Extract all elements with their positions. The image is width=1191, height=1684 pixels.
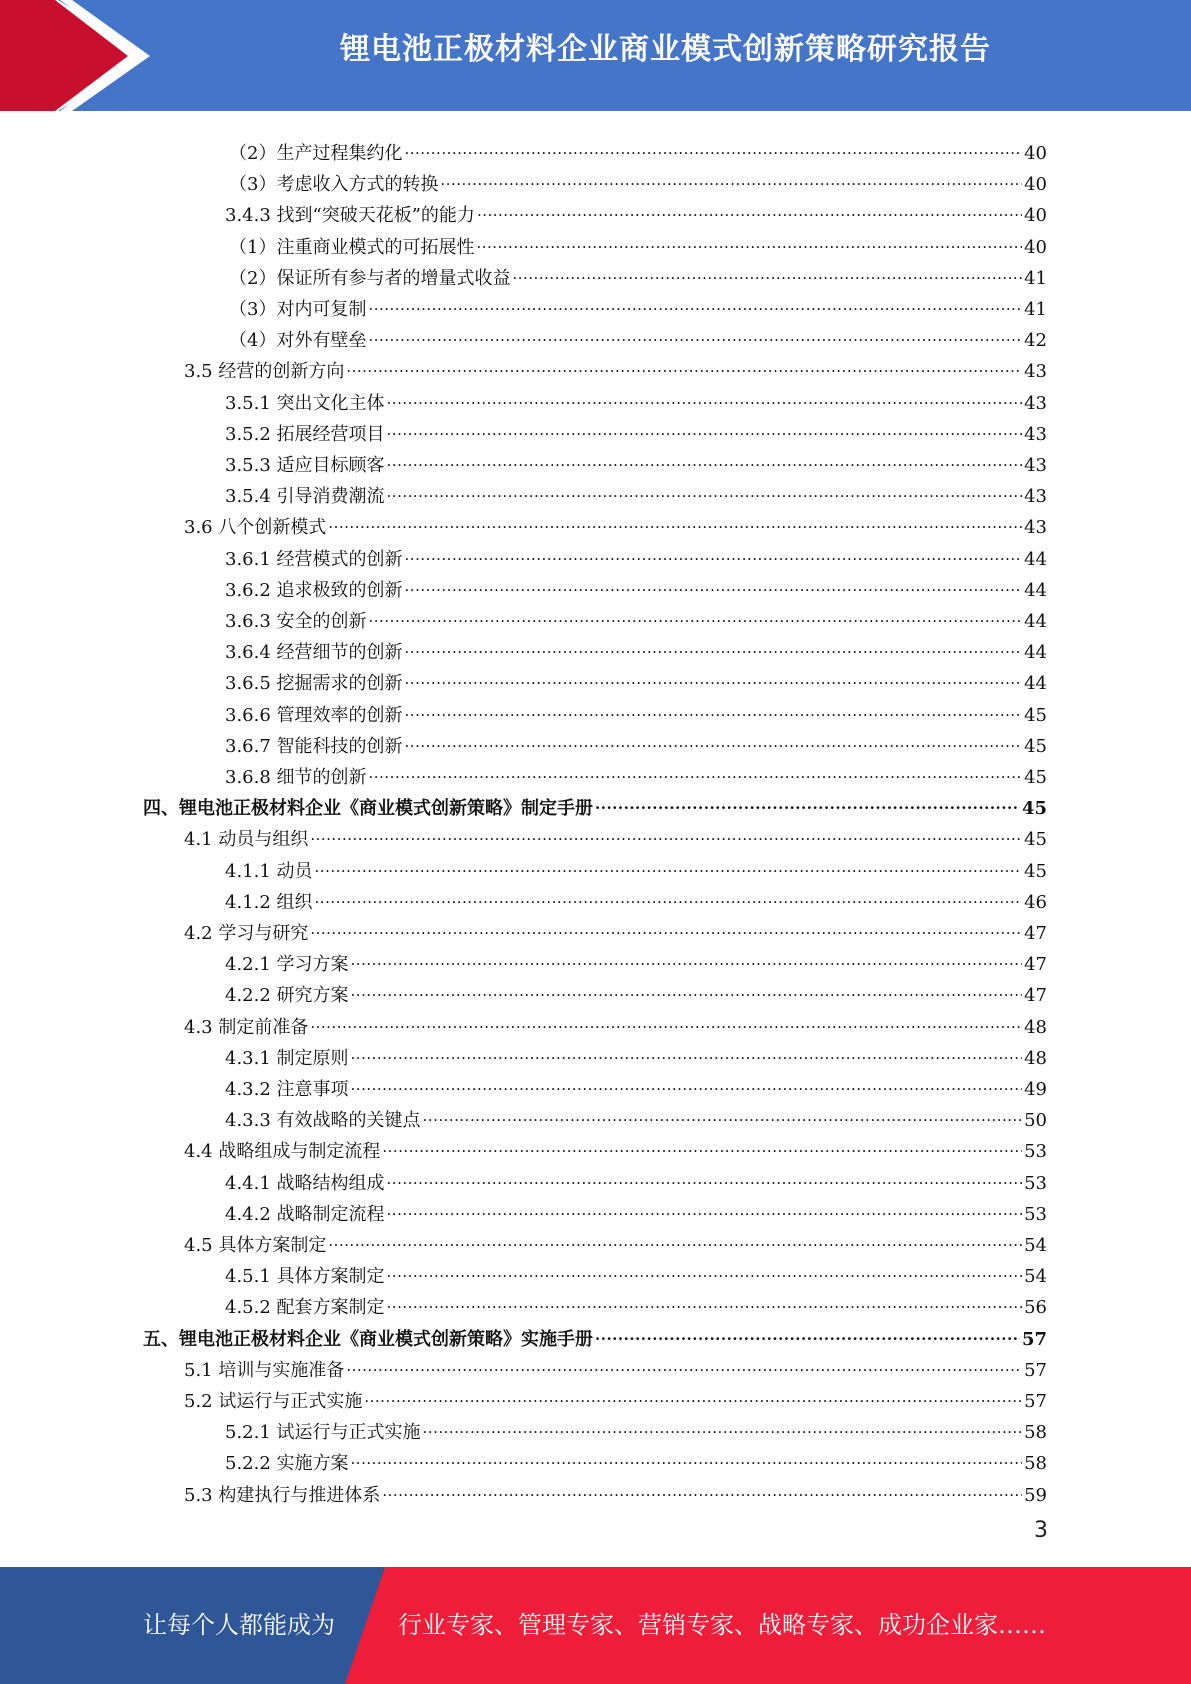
- toc-entry-page: 45: [1024, 860, 1047, 882]
- toc-entry-label: 5.1 培训与实施准备: [184, 1359, 345, 1381]
- toc-entry[interactable]: [184, 1220, 1047, 1256]
- toc-entry[interactable]: [229, 315, 1047, 352]
- toc-entry-label: 4.5.1 具体方案制定: [225, 1266, 385, 1288]
- toc-entry-label: 3.6.2 追求极致的创新: [225, 579, 403, 601]
- toc-entry[interactable]: [225, 1189, 1047, 1225]
- toc-dot-leader: [405, 627, 1023, 658]
- toc-entry-page: 46: [1024, 891, 1047, 913]
- toc-entry-label: 3.6.3 安全的创新: [225, 611, 367, 632]
- toc-entry-label: 3.5 经营的创新方向: [184, 361, 345, 383]
- toc-entry-page: 53: [1024, 1141, 1047, 1163]
- toc-entry-page: 57: [1024, 1391, 1047, 1412]
- page-header: [0, 0, 1191, 111]
- toc-entry[interactable]: [229, 128, 1047, 164]
- toc-entry-page: 56: [1024, 1297, 1047, 1319]
- toc-entry[interactable]: [184, 908, 1047, 944]
- toc-dot-leader: [351, 1064, 1023, 1095]
- toc-entry[interactable]: [225, 877, 1047, 913]
- toc-dot-leader: [477, 190, 1022, 221]
- toc-entry-page: 41: [1024, 267, 1047, 289]
- toc-entry[interactable]: [225, 1407, 1047, 1444]
- toc-dot-leader: [405, 690, 1023, 721]
- toc-entry[interactable]: [225, 596, 1047, 632]
- toc-entry[interactable]: [184, 1470, 1047, 1506]
- toc-entry[interactable]: [184, 346, 1047, 383]
- toc-entry[interactable]: [225, 378, 1047, 414]
- toc-entry-page: 43: [1024, 455, 1047, 476]
- toc-entry-page: 54: [1024, 1266, 1047, 1288]
- toc-entry-page: 45: [1024, 735, 1047, 757]
- toc-entry-page: 48: [1024, 1016, 1047, 1038]
- toc-entry-page: 53: [1024, 1172, 1047, 1194]
- toc-entry[interactable]: [184, 1376, 1047, 1412]
- footer-slogan-left: 让每个人都能成为: [143, 1611, 335, 1639]
- toc-entry-label: 4.2 学习与研究: [184, 923, 309, 944]
- toc-entry-page: 48: [1024, 1047, 1047, 1069]
- toc-dot-leader: [423, 1095, 1023, 1126]
- toc-dot-leader: [310, 814, 1022, 845]
- toc-entry-label: 5.3 构建执行与推进体系: [184, 1484, 381, 1506]
- toc-entry-page: 44: [1024, 611, 1047, 632]
- toc-entry[interactable]: [184, 502, 1047, 539]
- toc-entry-label: 5.2 试运行与正式实施: [184, 1391, 363, 1412]
- toc-entry-page: 40: [1024, 205, 1047, 227]
- toc-dot-leader: [368, 315, 1022, 346]
- toc-entry[interactable]: [225, 1095, 1047, 1132]
- toc-dot-leader: [315, 877, 1023, 908]
- toc-entry-label: 3.6.8 细节的创新: [225, 767, 367, 788]
- toc-entry-page: 58: [1024, 1453, 1047, 1475]
- toc-dot-leader: [310, 1002, 1022, 1033]
- toc-dot-leader: [405, 658, 1023, 689]
- toc-dot-leader: [351, 1438, 1023, 1469]
- toc-entry-page: 40: [1024, 236, 1047, 258]
- toc-dot-leader: [369, 596, 1023, 627]
- toc-entry[interactable]: [225, 752, 1047, 788]
- toc-entry[interactable]: [225, 939, 1047, 976]
- toc-entry[interactable]: [225, 721, 1047, 757]
- toc-entry-label: 3.5.3 适应目标顾客: [225, 455, 385, 476]
- toc-dot-leader: [405, 534, 1023, 565]
- toc-dot-leader: [382, 1126, 1022, 1157]
- toc-entry-label: 3.6.5 挖掘需求的创新: [225, 673, 403, 695]
- toc-entry-page: 45: [1024, 829, 1047, 851]
- page-footer: [0, 1567, 1191, 1684]
- toc-dot-leader: [351, 1033, 1023, 1064]
- toc-entry-label: 4.4.1 战略结构组成: [225, 1172, 385, 1194]
- toc-entry-page: 43: [1024, 361, 1047, 383]
- toc-dot-leader: [382, 1470, 1022, 1501]
- toc-entry-page: 44: [1024, 579, 1047, 601]
- toc-dot-leader: [369, 752, 1023, 783]
- toc-dot-leader: [387, 471, 1023, 502]
- toc-entry-page: 43: [1024, 517, 1047, 539]
- toc-entry-label: 4.5 具体方案制定: [184, 1235, 327, 1256]
- toc-entry-label: 4.1 动员与组织: [184, 829, 309, 851]
- toc-entry[interactable]: [225, 970, 1047, 1007]
- toc-entry[interactable]: [229, 222, 1047, 258]
- toc-entry-label: 4.1.1 动员: [225, 860, 313, 882]
- toc-entry-label: 3.5.1 突出文化主体: [225, 392, 385, 414]
- toc-entry-label: 3.4.3 找到“突破天花板”的能力: [225, 205, 475, 227]
- toc-entry[interactable]: [225, 1158, 1047, 1194]
- toc-dot-leader: [346, 1345, 1022, 1376]
- toc-dot-leader: [423, 1407, 1023, 1438]
- toc-entry-label: 4.3.2 注意事项: [225, 1079, 349, 1100]
- toc-entry[interactable]: [225, 534, 1047, 570]
- toc-entry-label: （3）考虑收入方式的转换: [229, 174, 439, 196]
- toc-entry-page: 57: [1024, 1359, 1047, 1381]
- toc-dot-leader: [387, 1251, 1023, 1282]
- toc-entry-page: 42: [1024, 330, 1047, 352]
- toc-dot-leader: [512, 253, 1022, 284]
- toc-dot-leader: [387, 1189, 1023, 1220]
- toc-dot-leader: [315, 846, 1023, 877]
- toc-entry-label: 4.3.1 制定原则: [225, 1047, 349, 1069]
- toc-dot-leader: [351, 970, 1023, 1001]
- toc-entry[interactable]: [225, 1064, 1047, 1100]
- toc-entry[interactable]: [143, 783, 1047, 820]
- page-number: 3: [1034, 1518, 1048, 1543]
- toc-entry-page: 44: [1024, 673, 1047, 695]
- toc-entry-page: 40: [1024, 143, 1047, 164]
- toc-entry-page: 43: [1024, 486, 1047, 508]
- toc-entry[interactable]: [225, 440, 1047, 476]
- toc-entry[interactable]: [225, 190, 1047, 227]
- toc-dot-leader: [346, 346, 1022, 377]
- footer-slogan-right: 行业专家、管理专家、营销专家、战略专家、成功企业家……: [398, 1611, 1046, 1639]
- toc-entry[interactable]: [184, 814, 1047, 851]
- toc-entry-page: 41: [1024, 299, 1047, 320]
- toc-entry[interactable]: [229, 253, 1047, 289]
- toc-entry-label: 3.6 八个创新模式: [184, 517, 327, 539]
- toc-entry-label: 3.6.4 经营细节的创新: [225, 642, 403, 664]
- toc-entry[interactable]: [184, 1345, 1047, 1381]
- toc-entry-page: 43: [1024, 392, 1047, 414]
- toc-entry-page: 40: [1024, 174, 1047, 196]
- toc-entry-page: 45: [1021, 798, 1047, 820]
- toc-entry-page: 47: [1024, 985, 1047, 1007]
- toc-entry-page: 45: [1024, 704, 1047, 726]
- toc-dot-leader: [476, 222, 1022, 253]
- toc-dot-leader: [328, 502, 1022, 533]
- toc-entry[interactable]: [184, 1126, 1047, 1163]
- toc-entry[interactable]: [225, 471, 1047, 508]
- toc-entry[interactable]: [225, 627, 1047, 664]
- toc-entry[interactable]: [225, 846, 1047, 882]
- toc-entry-page: 49: [1024, 1079, 1047, 1100]
- toc-entry[interactable]: [143, 1314, 1047, 1350]
- toc-entry[interactable]: [225, 658, 1047, 695]
- toc-dot-leader: [440, 159, 1022, 190]
- toc-entry-label: 4.1.2 组织: [225, 891, 313, 913]
- toc-entry[interactable]: [225, 1251, 1047, 1288]
- toc-entry-label: 3.6.6 管理效率的创新: [225, 704, 403, 726]
- toc-dot-leader: [368, 284, 1022, 315]
- toc-entry-label: 五、锂电池正极材料企业《商业模式创新策略》实施手册: [143, 1328, 593, 1350]
- toc-entry-label: 3.5.2 拓展经营项目: [225, 423, 385, 445]
- toc-entry[interactable]: [225, 1033, 1047, 1069]
- toc-entry-label: 四、锂电池正极材料企业《商业模式创新策略》制定手册: [143, 798, 593, 820]
- toc-entry-page: 53: [1024, 1203, 1047, 1225]
- toc-entry-page: 59: [1024, 1484, 1047, 1506]
- toc-entry-label: （1）注重商业模式的可拓展性: [229, 236, 475, 258]
- toc-dot-leader: [387, 440, 1023, 471]
- toc-entry-label: 4.2.1 学习方案: [225, 954, 349, 976]
- toc-entry-label: 3.6.1 经营模式的创新: [225, 548, 403, 570]
- toc-dot-leader: [328, 1220, 1022, 1251]
- toc-entry-page: 44: [1024, 548, 1047, 570]
- report-title: 锂电池正极材料企业商业模式创新策略研究报告: [340, 32, 991, 67]
- toc-dot-leader: [364, 1376, 1022, 1407]
- toc-entry-page: 44: [1024, 642, 1047, 664]
- toc-entry-page: 50: [1024, 1110, 1047, 1132]
- toc-entry-label: 4.5.2 配套方案制定: [225, 1297, 385, 1319]
- toc-entry-label: 3.6.7 智能科技的创新: [225, 735, 403, 757]
- toc-dot-leader: [595, 783, 1020, 814]
- toc-entry-page: 43: [1024, 423, 1047, 445]
- toc-entry[interactable]: [225, 565, 1047, 601]
- toc-dot-leader: [405, 721, 1023, 752]
- toc-entry-label: 5.2.1 试运行与正式实施: [225, 1422, 421, 1444]
- toc-entry-label: （4）对外有壁垒: [229, 330, 367, 352]
- toc-dot-leader: [310, 908, 1022, 939]
- toc-entry[interactable]: [229, 159, 1047, 196]
- toc-entry[interactable]: [229, 284, 1047, 320]
- toc-entry-label: 4.3 制定前准备: [184, 1016, 309, 1038]
- toc-entry-label: （2）生产过程集约化: [229, 143, 403, 164]
- toc-entry-label: 4.3.3 有效战略的关键点: [225, 1110, 421, 1132]
- toc-entry-page: 47: [1024, 954, 1047, 976]
- toc-dot-leader: [387, 378, 1023, 409]
- toc-entry-page: 45: [1024, 767, 1047, 788]
- toc-dot-leader: [387, 409, 1023, 440]
- toc-entry[interactable]: [225, 690, 1047, 726]
- toc-entry[interactable]: [225, 1438, 1047, 1475]
- toc-entry[interactable]: [184, 1002, 1047, 1038]
- toc-dot-leader: [404, 128, 1022, 159]
- toc-entry-label: 5.2.2 实施方案: [225, 1453, 349, 1475]
- toc-entry-label: （2）保证所有参与者的增量式收益: [229, 267, 511, 289]
- toc-entry-label: （3）对内可复制: [229, 299, 367, 320]
- toc-entry-page: 57: [1021, 1328, 1047, 1350]
- toc-dot-leader: [387, 1158, 1023, 1189]
- toc-entry-label: 3.5.4 引导消费潮流: [225, 486, 385, 508]
- toc-entry[interactable]: [225, 1282, 1047, 1319]
- toc-entry-label: 4.2.2 研究方案: [225, 985, 349, 1007]
- toc-entry-page: 47: [1024, 923, 1047, 944]
- toc-dot-leader: [405, 565, 1023, 596]
- toc-entry-label: 4.4 战略组成与制定流程: [184, 1141, 381, 1163]
- toc-entry-page: 58: [1024, 1422, 1047, 1444]
- toc-entry[interactable]: [225, 409, 1047, 445]
- toc-dot-leader: [387, 1282, 1023, 1313]
- toc-dot-leader: [351, 939, 1023, 970]
- toc-dot-leader: [595, 1314, 1020, 1345]
- toc-entry-label: 4.4.2 战略制定流程: [225, 1203, 385, 1225]
- toc-entry-page: 54: [1024, 1235, 1047, 1256]
